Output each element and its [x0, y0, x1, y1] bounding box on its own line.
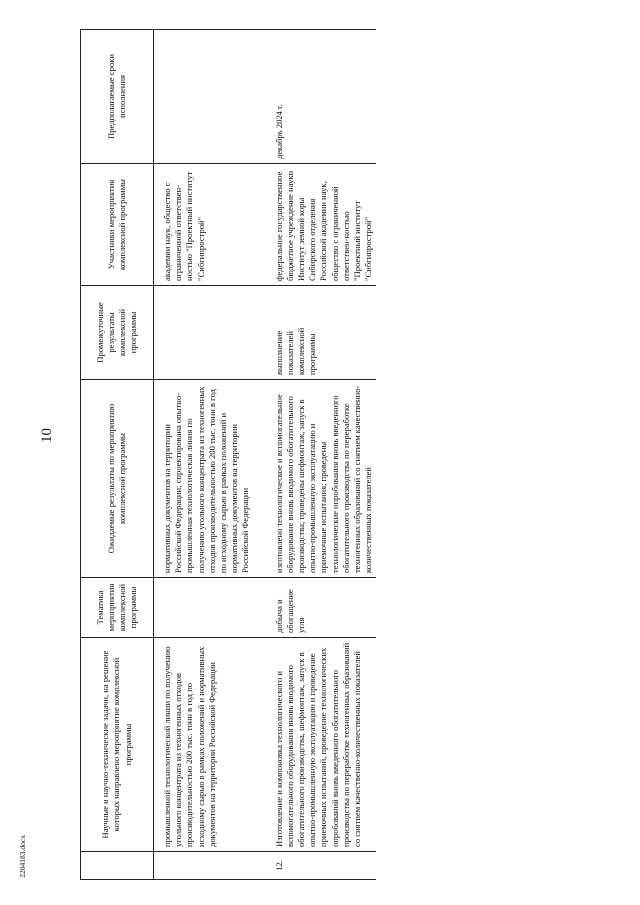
cell-expected: изготовлено технологическое и вспомогательное оборудование вновь вводимого обогатительного производства; проведены шефмонтаж, запуск в опытно-промышленную эксплуатацию и приемочные испытания; проведены технологические опробования вновь введенного обогатительного производства по переработке техногенных образований со снятием качественно-количественных показателей: [268, 380, 377, 578]
cell-num: [154, 852, 268, 880]
header-expected: Ожидаемые результаты по мероприятию комплексной программы: [81, 380, 154, 578]
cell-participants: федеральное государственное бюджетное учреждение науки Институт земной коры Сибирского отделения Российской академии наук, общество с ограниченной ответствен-ностью "Проектный институт "Сибгипрострой": [268, 164, 377, 286]
cell-expected: нормативных документов на территории Российской Федерации; спроектирована опытно-промышленная технологическая линия по получению угольного концентрата из техногенных отходов производительностью 200 тыс. тонн в год по исходному сырью в рамках положений и нормативных документов на территории Российской Федерации: [154, 380, 268, 578]
header-topic: Тематика мероприятия комплексной программы: [81, 578, 154, 638]
page-number: 10: [39, 428, 55, 443]
table-row: [154, 30, 268, 880]
table-row: [268, 30, 377, 880]
cell-topic: [154, 578, 268, 638]
programme-table: [80, 29, 376, 880]
header-deadline: Предполагаемые сроки исполнения: [81, 30, 154, 164]
cell-num: 12.: [268, 852, 377, 880]
cell-participants: академии наук, общество с ограниченной ответствен-ностью "Проектный институт "Сибгипрострой": [154, 164, 268, 286]
header-num: [81, 852, 154, 880]
rotated-table-sheet: [80, 30, 600, 880]
cell-interim: [154, 286, 268, 380]
header-interim: Промежуточные результаты комплексной программы: [81, 286, 154, 380]
cell-deadline: [154, 30, 268, 164]
cell-interim: выполнение показателей комплексной программы: [268, 286, 377, 380]
table-header-row: [81, 30, 154, 880]
cell-task: Изготовление и компоновка технологического и вспомогательного оборудования вновь вводимого обогатительного производства, шефмонтаж, запуск в опытно-промышленную эксплуатацию и проведение приемочных испытаний, проведение технологических опробований вновь введенного обогатительного производства по переработке техногенных образований со снятием качественно-количественных показателей: [268, 638, 377, 852]
header-participants: Участники мероприятия комплексной программы: [81, 164, 154, 286]
document-reference: 2204183.docx: [18, 835, 27, 878]
cell-task: промышленной технологической линии по получению угольного концентрата из техногенных отходов производительностью 200 тыс. тонн в год по исходному сырью в рамках положений и нормативных документов на территории Российской Федерации: [154, 638, 268, 852]
header-task: Научные и научно-технические задачи, на решение которых направлено мероприятие комплексной программы: [81, 638, 154, 852]
cell-deadline: декабрь 2024 г.: [268, 30, 377, 164]
cell-topic: добыча и обогащение угля: [268, 578, 377, 638]
